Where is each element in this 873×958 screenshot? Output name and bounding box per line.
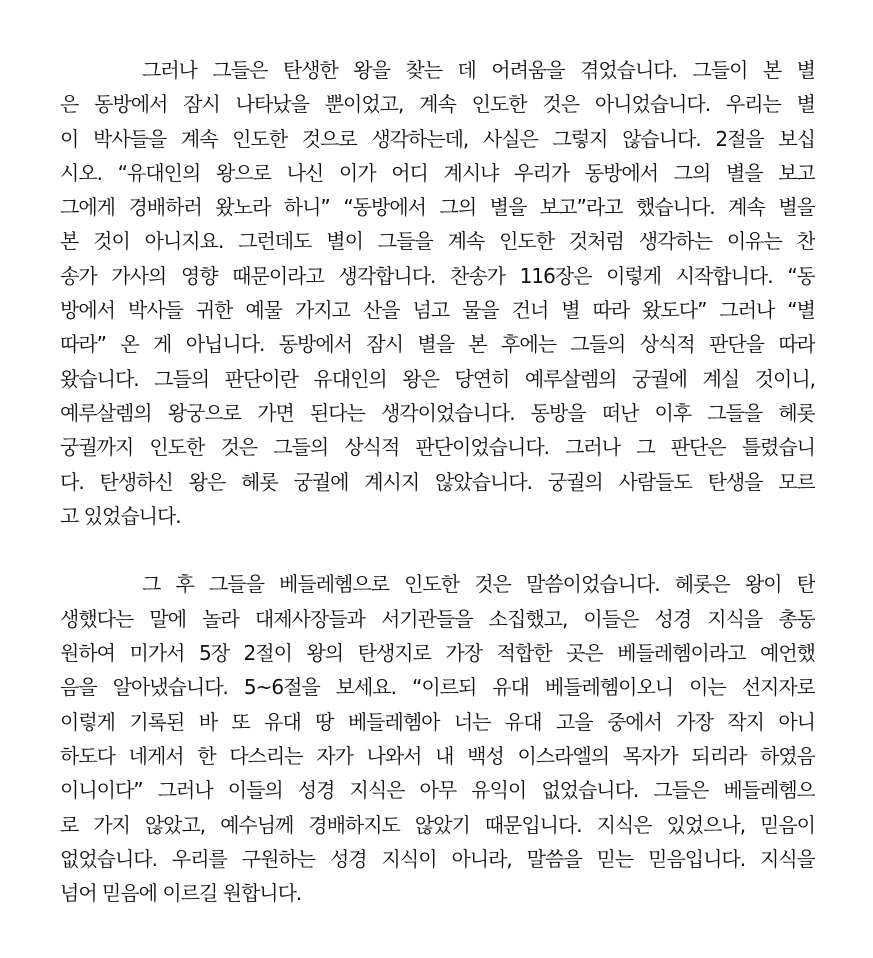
text-line: 음을 알아냈습니다. 5~6절을 보세요. “이르되 유대 베들레헴이오니 이는 선지자로: [60, 675, 815, 700]
text-line: 왔습니다. 그들의 판단이란 유대인의 왕은 당연히 예루살렘의 궁궐에 계실 것이니,: [60, 366, 815, 391]
paragraph-spacer: [60, 533, 815, 567]
text-line: 본 것이 아니지요. 그런데도 별이 그들을 계속 인도한 것처럼 생각하는 이유는 찬: [60, 229, 815, 254]
paragraph-2: [60, 567, 815, 910]
text-line: 이니이다” 그러나 이들의 성경 지식은 아무 유익이 없었습니다. 그들은 베들레헴으: [60, 778, 815, 803]
text-line: 이 박사들을 계속 인도한 것으로 생각하는데, 사실은 그렇지 않습니다. 2절을 보십: [60, 126, 815, 151]
text-line: 방에서 박사들 귀한 예물 가지고 산을 넘고 물을 건너 별 따라 왔도다” 그러나 “별: [60, 298, 815, 323]
text-line: 시오. “유대인의 왕으로 나신 이가 어디 계시냐 우리가 동방에서 그의 별을 보고: [60, 160, 815, 185]
text-line: 그 후 그들을 베들레헴으로 인도한 것은 말씀이었습니다. 헤롯은 왕이 탄: [142, 572, 815, 597]
text-line: 원하여 미가서 5장 2절이 왕의 탄생지로 가장 적합한 곳은 베들레헴이라고 예언했: [60, 641, 815, 666]
document-page: [60, 53, 815, 910]
paragraph-1: [60, 53, 815, 533]
text-line: 송가 가사의 영향 때문이라고 생각합니다. 찬송가 116장은 이렇게 시작합니다. “동: [60, 263, 815, 288]
text-line: 넘어 믿음에 이르길 원합니다.: [60, 881, 302, 906]
text-line: 다. 탄생하신 왕은 헤롯 궁궐에 계시지 않았습니다. 궁궐의 사람들도 탄생을 모르: [60, 469, 815, 494]
text-line: 로 가지 않았고, 예수님께 경배하지도 않았기 때문입니다. 지식은 있었으나, 믿음이: [60, 812, 815, 837]
text-line: 궁궐까지 인도한 것은 그들의 상식적 판단이었습니다. 그러나 그 판단은 틀렸습니: [60, 435, 815, 460]
text-line: 고 있었습니다.: [60, 503, 181, 528]
text-line: 그에게 경배하러 왔노라 하니” “동방에서 그의 별을 보고”라고 했습니다. 계속 별을: [60, 195, 815, 220]
text-line: 은 동방에서 잠시 나타났을 뿐이었고, 계속 인도한 것은 아니었습니다. 우리는 별: [60, 92, 815, 117]
text-line: 따라” 온 게 아닙니다. 동방에서 잠시 별을 본 후에는 그들의 상식적 판단을 따라: [60, 332, 815, 357]
text-line: 그러나 그들은 탄생한 왕을 찾는 데 어려움을 겪었습니다. 그들이 본 별: [142, 58, 815, 82]
text-line: 없었습니다. 우리를 구원하는 성경 지식이 아니라, 말씀을 믿는 믿음입니다. 지식을: [60, 846, 815, 871]
text-line: 하도다 네게서 한 다스리는 자가 나와서 내 백성 이스라엘의 목자가 되리라 하였음: [60, 743, 815, 768]
text-line: 생했다는 말에 놀라 대제사장들과 서기관들을 소집했고, 이들은 성경 지식을 총동: [60, 606, 815, 631]
text-line: 이렇게 기록된 바 또 유대 땅 베들레헴아 너는 유대 고을 중에서 가장 작지 아니: [60, 709, 815, 734]
text-line: 예루살렘의 왕궁으로 가면 된다는 생각이었습니다. 동방을 떠난 이후 그들을 헤롯: [60, 400, 815, 425]
